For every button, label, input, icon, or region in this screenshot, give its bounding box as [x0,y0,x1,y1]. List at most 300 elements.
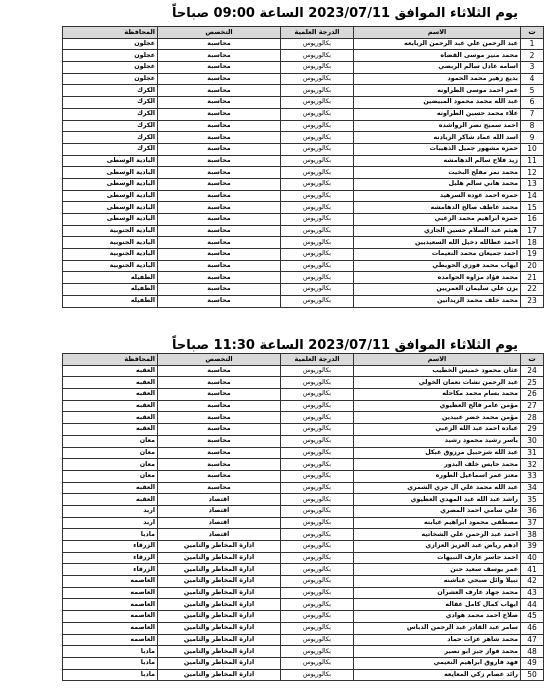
candidate-name: زيد فلاح سالم الدهامشه [354,155,521,167]
specialty-cell: محاسبة [158,167,281,179]
row-number: 26 [521,389,544,401]
row-number: 29 [521,424,544,436]
row-number: 30 [521,435,544,447]
candidate-name: محمد بسام محمد مكاحله [354,389,521,401]
governorate-cell: العاصمه [63,576,158,588]
header-name: الاسم [354,27,521,39]
governorate-cell: العاصمه [63,611,158,623]
row-number: 4 [521,73,544,85]
row-number: 48 [521,646,544,658]
governorate-cell: معان [63,447,158,459]
governorate-cell: عجلون [63,38,158,50]
candidate-name: علي سامي احمد المصري [354,505,521,517]
table-row [63,50,544,62]
table-body [63,365,544,681]
specialty-cell: محاسبة [158,38,281,50]
table-row [63,178,544,190]
specialty-cell: اقتصاد [158,529,281,541]
governorate-cell: البادية الجنوبية [63,260,158,272]
candidate-name: حمزه احمد عوده السرهيد [354,190,521,202]
table-row [63,97,544,109]
degree-cell: بكالوريوس [281,249,354,261]
governorate-cell: الزرقاء [63,564,158,576]
session-heading-late-morning: يوم الثلاثاء الموافق 2023/07/11 الساعة 11:30 صباحاً [172,338,518,353]
header-number: ت [521,27,544,39]
degree-cell: بكالوريوس [281,377,354,389]
table-row [63,225,544,237]
governorate-cell: الزرقاء [63,541,158,553]
candidate-name: محمد فواز جبر ابو نصير [354,646,521,658]
row-number: 43 [521,587,544,599]
degree-cell: بكالوريوس [281,646,354,658]
candidate-name: مؤمن عامر فالح العظيوي [354,400,521,412]
specialty-cell: اقتصاد [158,505,281,517]
governorate-cell: العقبه [63,482,158,494]
governorate-cell: العاصمه [63,634,158,646]
specialty-cell: محاسبة [158,435,281,447]
governorate-cell: العقبه [63,365,158,377]
degree-cell: بكالوريوس [281,143,354,155]
candidate-name: مصطفى محمود ابراهيم عبابنه [354,517,521,529]
row-number: 34 [521,482,544,494]
candidates-table-morning [62,26,544,308]
governorate-cell: البادية الوسطى [63,202,158,214]
specialty-cell: محاسبة [158,377,281,389]
candidate-name: احمد عطالله دخيل الله السعيديين [354,237,521,249]
table-row [63,120,544,132]
candidate-name: محمد فؤاد مزاوه الحوامده [354,272,521,284]
header-specialty: التخصص [158,354,281,366]
candidate-name: محمد عاطف صالح الدهامشه [354,202,521,214]
row-number: 17 [521,225,544,237]
row-number: 36 [521,505,544,517]
candidate-name: احمد عبد الرحمن علي الشخاتيه [354,529,521,541]
governorate-cell: العقبه [63,377,158,389]
specialty-cell: محاسبة [158,365,281,377]
table-row [63,155,544,167]
candidate-name: محمد خلف محمد الزيدانين [354,295,521,307]
governorate-cell: معان [63,470,158,482]
table-row [63,167,544,179]
degree-cell: بكالوريوس [281,108,354,120]
specialty-cell: محاسبة [158,50,281,62]
row-number: 41 [521,564,544,576]
candidate-name: معتز عمر اسماعيل الطوره [354,470,521,482]
specialty-cell: ادارة المخاطر والتامين [158,541,281,553]
specialty-cell: محاسبة [158,97,281,109]
table-row [63,669,544,681]
table-row [63,622,544,634]
header-number: ت [521,354,544,366]
specialty-cell: محاسبة [158,62,281,74]
degree-cell: بكالوريوس [281,657,354,669]
table-row [63,295,544,307]
table-row [63,272,544,284]
degree-cell: بكالوريوس [281,611,354,623]
candidate-name: محمد نمر مفلح البخيت [354,167,521,179]
specialty-cell: ادارة المخاطر والتامين [158,587,281,599]
table-row [63,132,544,144]
row-number: 16 [521,214,544,226]
table-row [63,260,544,272]
degree-cell: بكالوريوس [281,85,354,97]
row-number: 3 [521,62,544,74]
table-row [63,459,544,471]
candidate-name: احمد جاسر عارف النبيهات [354,552,521,564]
specialty-cell: محاسبة [158,85,281,97]
specialty-cell: محاسبة [158,108,281,120]
table-row [63,284,544,296]
table-row [63,389,544,401]
degree-cell: بكالوريوس [281,482,354,494]
row-number: 22 [521,284,544,296]
specialty-cell: محاسبة [158,190,281,202]
header-degree: الدرجة العلمية [281,354,354,366]
specialty-cell: اقتصاد [158,494,281,506]
candidate-name: رائد عصام زكي المعايعه [354,669,521,681]
degree-cell: بكالوريوس [281,38,354,50]
degree-cell: بكالوريوس [281,576,354,588]
table-row [63,400,544,412]
degree-cell: بكالوريوس [281,389,354,401]
degree-cell: بكالوريوس [281,459,354,471]
specialty-cell: ادارة المخاطر والتامين [158,552,281,564]
table-row [63,482,544,494]
header-degree: الدرجة العلمية [281,27,354,39]
row-number: 21 [521,272,544,284]
governorate-cell: العقبه [63,400,158,412]
governorate-cell: الطفيله [63,295,158,307]
candidate-name: ادهم رياض عبد العزيز العزازي [354,541,521,553]
specialty-cell: ادارة المخاطر والتامين [158,669,281,681]
row-number: 45 [521,611,544,623]
degree-cell: بكالوريوس [281,225,354,237]
degree-cell: بكالوريوس [281,470,354,482]
specialty-cell: محاسبة [158,178,281,190]
degree-cell: بكالوريوس [281,494,354,506]
specialty-cell: محاسبة [158,143,281,155]
candidate-name: اسد الله عماد شاكر الزيادنه [354,132,521,144]
candidate-name: عبد الله شرحبيل مرزوق عبكل [354,447,521,459]
degree-cell: بكالوريوس [281,178,354,190]
governorate-cell: الكرك [63,108,158,120]
candidate-name: محمد جهاد عارف العشران [354,587,521,599]
specialty-cell: محاسبة [158,284,281,296]
candidate-name: فهد فاروق ابراهيم النعيمي [354,657,521,669]
specialty-cell: محاسبة [158,482,281,494]
candidate-name: عبد الله محمد محمود المبيضين [354,97,521,109]
governorate-cell: البادية الجنوبية [63,249,158,261]
governorate-cell: مادبا [63,646,158,658]
table-row [63,657,544,669]
candidates-table-late-morning [62,353,544,681]
degree-cell: بكالوريوس [281,587,354,599]
degree-cell: بكالوريوس [281,552,354,564]
row-number: 6 [521,97,544,109]
table-row [63,62,544,74]
governorate-cell: عجلون [63,73,158,85]
specialty-cell: ادارة المخاطر والتامين [158,646,281,658]
degree-cell: بكالوريوس [281,564,354,576]
degree-cell: بكالوريوس [281,132,354,144]
row-number: 10 [521,143,544,155]
row-number: 31 [521,447,544,459]
row-number: 23 [521,295,544,307]
specialty-cell: محاسبة [158,260,281,272]
candidate-name: محمد منير موسى القضاه [354,50,521,62]
candidate-name: محمد هاني سالم هليل [354,178,521,190]
row-number: 49 [521,657,544,669]
row-number: 33 [521,470,544,482]
specialty-cell: محاسبة [158,447,281,459]
table-row [63,447,544,459]
candidate-name: علاء محمد حسين الطراونه [354,108,521,120]
specialty-cell: محاسبة [158,295,281,307]
governorate-cell: البادية الوسطى [63,178,158,190]
degree-cell: بكالوريوس [281,167,354,179]
degree-cell: بكالوريوس [281,284,354,296]
table-row [63,494,544,506]
governorate-cell: مادبا [63,657,158,669]
governorate-cell: عجلون [63,50,158,62]
degree-cell: بكالوريوس [281,669,354,681]
degree-cell: بكالوريوس [281,120,354,132]
candidate-name: ايهاب كمال كامل عقاله [354,599,521,611]
row-number: 15 [521,202,544,214]
specialty-cell: محاسبة [158,389,281,401]
table-row [63,365,544,377]
candidate-name: عبد الرحمن علي عبد الرحمن الربايعه [354,38,521,50]
degree-cell: بكالوريوس [281,155,354,167]
row-number: 20 [521,260,544,272]
specialty-cell: ادارة المخاطر والتامين [158,599,281,611]
degree-cell: بكالوريوس [281,529,354,541]
candidate-name: محمد شاهر عزات حماد [354,634,521,646]
governorate-cell: الطفيله [63,272,158,284]
governorate-cell: معان [63,459,158,471]
table-body [63,38,544,307]
table-row [63,249,544,261]
row-number: 35 [521,494,544,506]
governorate-cell: العقبه [63,494,158,506]
table-row [63,564,544,576]
specialty-cell: محاسبة [158,424,281,436]
candidate-name: عمر يوسف سعيد حنن [354,564,521,576]
table-row [63,505,544,517]
specialty-cell: محاسبة [158,214,281,226]
table-row [63,634,544,646]
row-number: 44 [521,599,544,611]
row-number: 18 [521,237,544,249]
table-row [63,541,544,553]
table-row [63,38,544,50]
table-row [63,202,544,214]
table-row [63,237,544,249]
candidate-name: هيثم عبد السلام حسين الجازي [354,225,521,237]
table-row [63,517,544,529]
session-heading-morning: يوم الثلاثاء الموافق 2023/07/11 الساعة 09:00 صباحاً [172,6,518,21]
governorate-cell: الكرك [63,85,158,97]
governorate-cell: العاصمه [63,622,158,634]
specialty-cell: محاسبة [158,73,281,85]
degree-cell: بكالوريوس [281,97,354,109]
candidate-name: ايهاب محمد فوزي الحويطي [354,260,521,272]
degree-cell: بكالوريوس [281,260,354,272]
table-row [63,108,544,120]
governorate-cell: الطفيله [63,284,158,296]
table-row [63,646,544,658]
candidate-name: عثان محمود خميس الخطيب [354,365,521,377]
governorate-cell: اربد [63,517,158,529]
candidate-name: نبيلا وائل صبحي غباشنه [354,576,521,588]
degree-cell: بكالوريوس [281,599,354,611]
row-number: 12 [521,167,544,179]
candidate-name: سامر عبد القادر عبد الرحمن الدباس [354,622,521,634]
degree-cell: بكالوريوس [281,505,354,517]
row-number: 47 [521,634,544,646]
specialty-cell: ادارة المخاطر والتامين [158,622,281,634]
specialty-cell: محاسبة [158,459,281,471]
specialty-cell: ادارة المخاطر والتامين [158,657,281,669]
candidate-name: مؤمن محمد خضر عبيدين [354,412,521,424]
candidate-name: حمزه مشهور جميل الذهيبات [354,143,521,155]
degree-cell: بكالوريوس [281,73,354,85]
candidate-name: راشد عبد الله عبد المهدي العظيوي [354,494,521,506]
candidate-name: ياسر رشيد محمود رشيد [354,435,521,447]
specialty-cell: محاسبة [158,225,281,237]
degree-cell: بكالوريوس [281,190,354,202]
degree-cell: بكالوريوس [281,365,354,377]
degree-cell: بكالوريوس [281,295,354,307]
candidate-name: عمر احمد موسى الطراونه [354,85,521,97]
row-number: 39 [521,541,544,553]
degree-cell: بكالوريوس [281,412,354,424]
specialty-cell: محاسبة [158,155,281,167]
row-number: 13 [521,178,544,190]
header-specialty: التخصص [158,27,281,39]
row-number: 28 [521,412,544,424]
specialty-cell: محاسبة [158,470,281,482]
degree-cell: بكالوريوس [281,62,354,74]
degree-cell: بكالوريوس [281,622,354,634]
row-number: 37 [521,517,544,529]
header-governorate: المحافظة [63,27,158,39]
candidate-name: عباده احمد عبد الله الزعبي [354,424,521,436]
table-header-row [63,27,544,39]
governorate-cell: العقبه [63,412,158,424]
header-governorate: المحافظة [63,354,158,366]
candidate-name: بديع زهير محمد الحمود [354,73,521,85]
degree-cell: بكالوريوس [281,541,354,553]
governorate-cell: الكرك [63,97,158,109]
specialty-cell: محاسبة [158,412,281,424]
degree-cell: بكالوريوس [281,435,354,447]
row-number: 5 [521,85,544,97]
governorate-cell: العقبه [63,424,158,436]
degree-cell: بكالوريوس [281,447,354,459]
candidate-name: صلاح احمد محمد هوادي [354,611,521,623]
governorate-cell: اربد [63,505,158,517]
table-row [63,576,544,588]
governorate-cell: مادبا [63,529,158,541]
row-number: 9 [521,132,544,144]
row-number: 38 [521,529,544,541]
row-number: 50 [521,669,544,681]
specialty-cell: محاسبة [158,202,281,214]
governorate-cell: مادبا [63,669,158,681]
table-row [63,85,544,97]
row-number: 46 [521,622,544,634]
degree-cell: بكالوريوس [281,424,354,436]
degree-cell: بكالوريوس [281,634,354,646]
degree-cell: بكالوريوس [281,237,354,249]
governorate-cell: معان [63,435,158,447]
degree-cell: بكالوريوس [281,202,354,214]
row-number: 7 [521,108,544,120]
table-row [63,377,544,389]
specialty-cell: محاسبة [158,249,281,261]
row-number: 25 [521,377,544,389]
specialty-cell: محاسبة [158,237,281,249]
table-header-row [63,354,544,366]
specialty-cell: اقتصاد [158,517,281,529]
candidate-name: حمزه ابراهيم محمد الزعبي [354,214,521,226]
table-row [63,143,544,155]
specialty-cell: محاسبة [158,120,281,132]
row-number: 40 [521,552,544,564]
specialty-cell: محاسبة [158,272,281,284]
degree-cell: بكالوريوس [281,400,354,412]
row-number: 2 [521,50,544,62]
specialty-cell: محاسبة [158,132,281,144]
specialty-cell: ادارة المخاطر والتامين [158,634,281,646]
specialty-cell: ادارة المخاطر والتامين [158,576,281,588]
row-number: 1 [521,38,544,50]
governorate-cell: البادية الجنوبية [63,237,158,249]
specialty-cell: ادارة المخاطر والتامين [158,564,281,576]
governorate-cell: البادية الجنوبية [63,225,158,237]
governorate-cell: البادية الوسطى [63,167,158,179]
table-row [63,599,544,611]
table-row [63,424,544,436]
table-row [63,435,544,447]
governorate-cell: العاصمه [63,599,158,611]
row-number: 32 [521,459,544,471]
row-number: 42 [521,576,544,588]
row-number: 8 [521,120,544,132]
specialty-cell: محاسبة [158,400,281,412]
table-row [63,412,544,424]
degree-cell: بكالوريوس [281,50,354,62]
degree-cell: بكالوريوس [281,272,354,284]
table-row [63,73,544,85]
row-number: 19 [521,249,544,261]
row-number: 11 [521,155,544,167]
table-row [63,611,544,623]
row-number: 14 [521,190,544,202]
degree-cell: بكالوريوس [281,214,354,226]
governorate-cell: العاصمه [63,587,158,599]
table-row [63,529,544,541]
governorate-cell: البادية الوسطى [63,214,158,226]
row-number: 24 [521,365,544,377]
governorate-cell: البادية الوسطى [63,190,158,202]
table-row [63,470,544,482]
candidate-name: محمد حابس خلف البدور [354,459,521,471]
governorate-cell: الكرك [63,143,158,155]
degree-cell: بكالوريوس [281,517,354,529]
candidate-name: اسامه عادل سالم الربضي [354,62,521,74]
